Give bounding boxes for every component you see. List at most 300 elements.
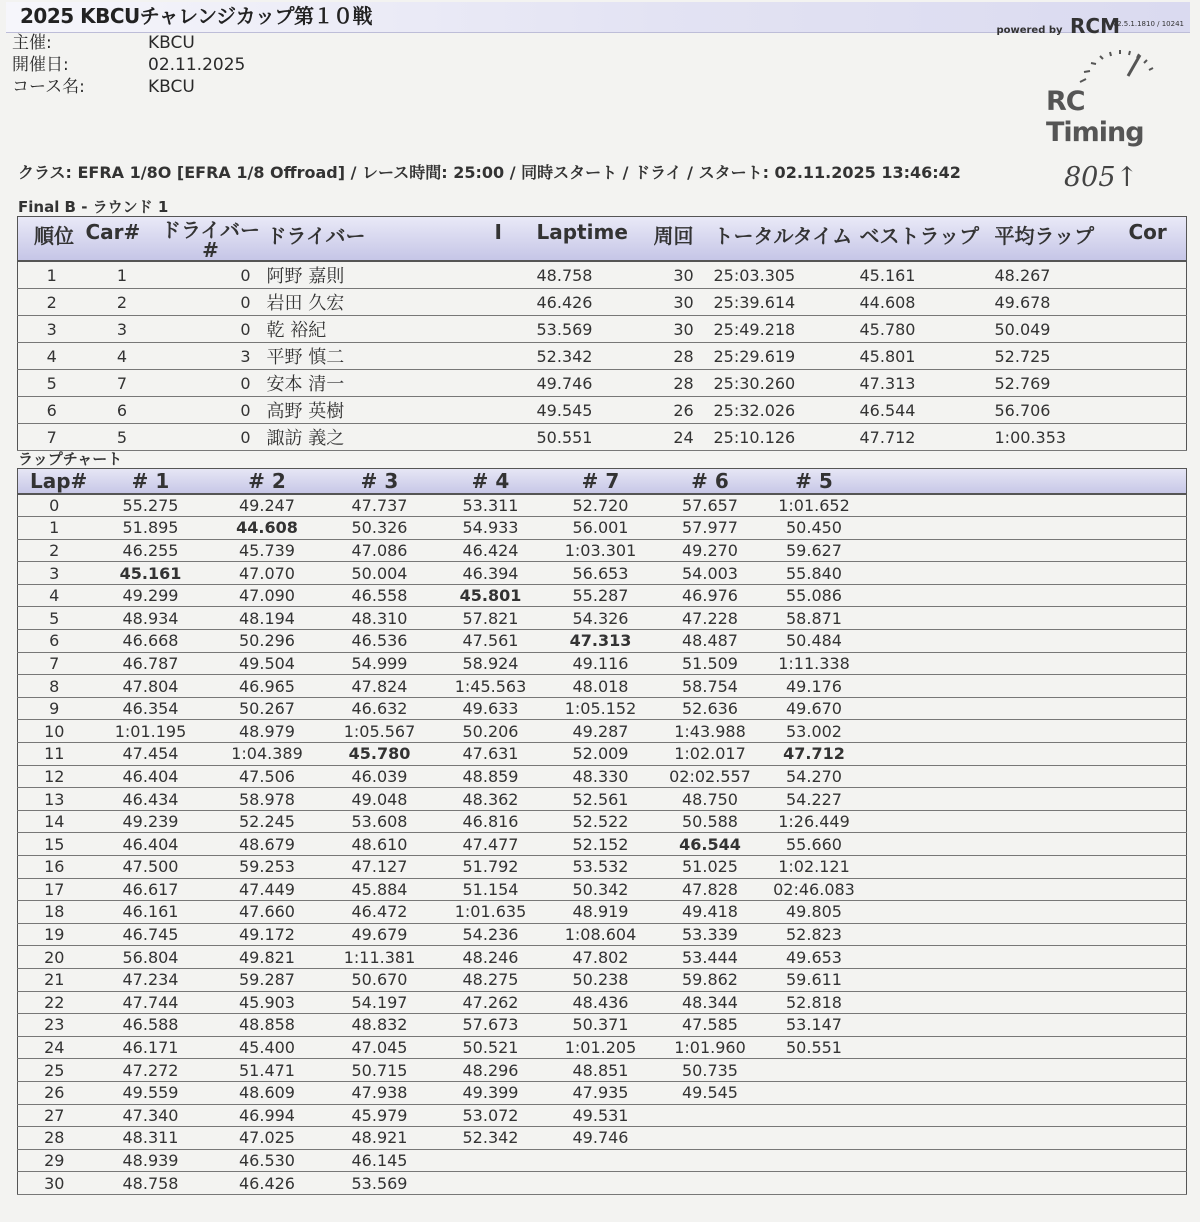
- cell-lap-time: 48.362: [462, 789, 519, 809]
- col-header-car: # 6: [656, 469, 765, 495]
- cell-lap-number: 0: [49, 496, 60, 516]
- cell-lap-number: 9: [49, 699, 60, 719]
- cell-lap-time: 55.287: [572, 586, 629, 606]
- cell-lap-time: 50.238: [572, 970, 629, 990]
- cell-lap-time: 48.311: [122, 1128, 179, 1148]
- cell-lap-number: 3: [49, 563, 60, 583]
- cell-lap-time: 48.436: [572, 992, 629, 1012]
- cell-lap-time: 50.670: [351, 970, 408, 990]
- cell-car: 6: [116, 400, 128, 420]
- cell-spacer: [864, 1127, 1187, 1150]
- cell-lap-time: 44.608: [236, 518, 298, 538]
- cell-lap-time: 56.804: [122, 947, 179, 967]
- lap-row: [18, 562, 1187, 585]
- cell-driver: 安本 清一: [266, 374, 345, 395]
- cell-driver-num: 0: [240, 427, 251, 447]
- cell-lap-time: 48.859: [462, 766, 519, 786]
- cell-lap-time: 50.326: [351, 518, 408, 538]
- col-header-driver: ドライバー: [263, 217, 489, 262]
- cell-lap-time: 53.444: [682, 947, 738, 967]
- cell-spacer: [864, 1059, 1187, 1082]
- cell-lap-time: 54.270: [786, 766, 842, 786]
- cell-lap-time: 46.354: [122, 699, 179, 719]
- cell-lap-time: 1:08.604: [564, 925, 637, 945]
- cell-avg: 52.769: [994, 373, 1051, 393]
- cell-spacer: [864, 630, 1187, 653]
- cell-lap-number: 10: [44, 721, 65, 741]
- rc-timing-logo: [1046, 46, 1186, 148]
- cell-lap-time: 47.585: [682, 1015, 738, 1035]
- lap-row: [18, 494, 1187, 517]
- cell-lap-time: 48.832: [351, 1015, 408, 1035]
- lapchart-header-row: [18, 469, 1187, 495]
- cell-lap-number: 6: [49, 631, 60, 651]
- cell-lap-time: 48.344: [682, 992, 738, 1012]
- cell-cor: [1129, 316, 1187, 343]
- cell-lap-time: 50.715: [351, 1060, 408, 1080]
- cell-lap-time: 46.544: [679, 834, 741, 854]
- cell-driver: 高野 英樹: [266, 401, 345, 422]
- cell-lap-time: [436, 1149, 546, 1172]
- lap-row: [18, 675, 1187, 698]
- cell-driver: 乾 裕紀: [266, 320, 327, 341]
- cell-lap-time: [765, 1104, 864, 1127]
- lap-row: [18, 946, 1187, 969]
- cell-i: [489, 397, 537, 424]
- cell-lap-time: 50.588: [682, 812, 738, 832]
- cell-lap-time: 52.818: [786, 992, 842, 1012]
- lap-row: [18, 991, 1187, 1014]
- cell-lap-time: 48.858: [239, 1015, 295, 1035]
- cell-best: 44.608: [859, 292, 916, 312]
- cell-lap-time: 47.737: [351, 496, 408, 516]
- col-header-best: ベストラップ: [860, 217, 995, 262]
- col-header-cor: Cor: [1129, 217, 1187, 262]
- lap-row: [18, 810, 1187, 833]
- cell-lap-time: 47.506: [239, 766, 295, 786]
- meta-value: KBCU: [148, 77, 195, 97]
- cell-car: 5: [116, 427, 128, 447]
- cell-lap-time: 48.758: [122, 1173, 179, 1193]
- cell-lap-time: 47.500: [122, 857, 179, 877]
- cell-lap-time: 53.002: [786, 721, 842, 741]
- cell-best: 47.712: [859, 427, 916, 447]
- lap-row: [18, 652, 1187, 675]
- cell-lap-time: 49.504: [239, 653, 295, 673]
- cell-lap-time: 53.339: [682, 925, 738, 945]
- cell-lap-number: 21: [44, 970, 65, 990]
- cell-lap-time: 47.712: [783, 744, 845, 764]
- cell-lap-number: 14: [44, 812, 65, 832]
- cell-i: [489, 289, 537, 316]
- cell-lap-time: 45.161: [119, 563, 182, 583]
- cell-spacer: [864, 901, 1187, 924]
- cell-avg: 48.267: [994, 265, 1051, 285]
- cell-lap-time: 47.025: [239, 1128, 295, 1148]
- cell-lap-number: 18: [44, 902, 65, 922]
- lap-row: [18, 1149, 1187, 1172]
- lap-row: [18, 901, 1187, 924]
- cell-lap-time: 57.657: [682, 496, 738, 516]
- cell-lap-time: 49.531: [572, 1105, 629, 1125]
- cell-total: 25:29.619: [713, 346, 796, 366]
- cell-lap-time: 49.679: [351, 925, 408, 945]
- lap-row: [18, 743, 1187, 766]
- cell-laps: 26: [673, 400, 694, 420]
- col-header-spacer: [864, 469, 1187, 495]
- lap-row: [18, 630, 1187, 653]
- cell-lap-number: 2: [49, 540, 60, 560]
- cell-lap-time: 55.840: [786, 563, 842, 583]
- cell-lap-time: 52.636: [682, 699, 738, 719]
- event-meta: [12, 32, 245, 98]
- cell-lap-time: 46.668: [122, 631, 179, 651]
- cell-lap-time: 48.939: [122, 1151, 179, 1171]
- cell-lap-time: 1:05.152: [564, 699, 637, 719]
- cell-spacer: [864, 946, 1187, 969]
- cell-driver-num: 0: [240, 292, 251, 312]
- cell-lap-time: 50.206: [462, 721, 519, 741]
- lap-row: [18, 517, 1187, 540]
- cell-lap-time: 48.246: [462, 947, 519, 967]
- meta-label: コース名:: [12, 77, 85, 97]
- cell-laptime: 50.551: [536, 427, 593, 447]
- cell-lap-number: 25: [44, 1060, 65, 1080]
- cell-spacer: [864, 652, 1187, 675]
- cell-lap-time: 49.270: [682, 540, 738, 560]
- cell-lap-time: 1:01.205: [564, 1038, 637, 1058]
- result-row: [18, 397, 1187, 424]
- lapchart-body: [18, 494, 1187, 1194]
- cell-spacer: [864, 1036, 1187, 1059]
- cell-lap-time: 52.561: [572, 789, 629, 809]
- cell-spacer: [864, 743, 1187, 766]
- cell-cor: [1129, 343, 1187, 370]
- report-title: 2025 KBCUチャレンジカップ第１０戦: [20, 4, 372, 28]
- cell-lap-time: [436, 1172, 546, 1195]
- cell-laptime: 48.758: [536, 265, 593, 285]
- cell-spacer: [864, 991, 1187, 1014]
- cell-lap-time: 1:05.567: [343, 721, 416, 741]
- cell-i: [489, 316, 537, 343]
- cell-laps: 28: [673, 346, 694, 366]
- cell-lap-time: 52.152: [572, 834, 629, 854]
- cell-lap-time: 49.247: [239, 496, 295, 516]
- cell-lap-time: 46.588: [122, 1015, 179, 1035]
- cell-car: 7: [116, 373, 128, 393]
- cell-lap-time: 57.977: [682, 518, 738, 538]
- cell-lap-time: 47.086: [351, 540, 408, 560]
- lap-row: [18, 1014, 1187, 1037]
- result-row: [18, 289, 1187, 316]
- cell-lap-time: 46.394: [462, 563, 519, 583]
- cell-lap-time: 52.720: [572, 496, 629, 516]
- cell-lap-time: 45.400: [239, 1038, 295, 1058]
- result-row: [18, 343, 1187, 370]
- cell-car: 3: [116, 319, 128, 339]
- cell-lap-time: 50.450: [786, 518, 842, 538]
- col-header-lap: Lap#: [18, 469, 91, 495]
- cell-laps: 28: [673, 373, 694, 393]
- col-header-car: # 7: [546, 469, 656, 495]
- cell-spacer: [864, 810, 1187, 833]
- cell-spacer: [864, 1081, 1187, 1104]
- cell-lap-time: 46.787: [122, 653, 179, 673]
- cell-lap-time: 51.792: [462, 857, 519, 877]
- cell-spacer: [864, 833, 1187, 856]
- cell-spacer: [864, 856, 1187, 879]
- cell-lap-time: 1:45.563: [454, 676, 527, 696]
- speedometer-icon: [1074, 46, 1158, 86]
- cell-lap-number: 30: [44, 1173, 65, 1193]
- results-header-row: [18, 217, 1187, 262]
- cell-lap-time: 50.004: [351, 563, 408, 583]
- cell-lap-number: 23: [44, 1015, 65, 1035]
- cell-lap-number: 17: [44, 879, 65, 899]
- cell-spacer: [864, 697, 1187, 720]
- cell-lap-number: 29: [44, 1151, 65, 1171]
- cell-lap-time: 58.978: [239, 789, 295, 809]
- cell-lap-time: 57.673: [462, 1015, 519, 1035]
- results-body: [18, 261, 1187, 451]
- cell-laps: 30: [673, 265, 694, 285]
- cell-driver: 阿野 嘉則: [266, 266, 345, 287]
- cell-lap-time: 54.326: [572, 608, 629, 628]
- cell-spacer: [864, 1172, 1187, 1195]
- cell-best: 47.313: [859, 373, 916, 393]
- cell-lap-time: 58.924: [462, 653, 519, 673]
- cell-avg: 50.049: [994, 319, 1051, 339]
- cell-spacer: [864, 788, 1187, 811]
- cell-lap-time: 1:02.121: [778, 857, 850, 877]
- cell-lap-time: 49.670: [786, 699, 842, 719]
- cell-lap-time: 48.679: [239, 834, 295, 854]
- brand-name: RCM: [1070, 14, 1120, 38]
- cell-cor: [1129, 261, 1187, 289]
- cell-driver-num: 0: [240, 319, 251, 339]
- cell-total: 25:30.260: [713, 373, 796, 393]
- col-header-car: # 5: [765, 469, 864, 495]
- lap-row: [18, 1059, 1187, 1082]
- cell-lap-number: 11: [44, 744, 65, 764]
- cell-lap-number: 13: [44, 789, 65, 809]
- cell-lap-time: 49.399: [462, 1083, 519, 1103]
- lap-row: [18, 539, 1187, 562]
- cell-lap-time: 56.001: [572, 518, 629, 538]
- cell-lap-time: 46.404: [122, 834, 179, 854]
- cell-lap-time: 48.487: [682, 631, 738, 651]
- cell-lap-time: 45.780: [348, 744, 411, 764]
- cell-lap-time: 49.559: [122, 1083, 179, 1103]
- cell-lap-time: 48.921: [351, 1128, 408, 1148]
- cell-pos: 2: [46, 292, 57, 312]
- cell-laps: 24: [673, 427, 694, 447]
- cell-lap-time: 48.018: [572, 676, 629, 696]
- cell-lap-time: 48.310: [351, 608, 408, 628]
- cell-lap-number: 15: [44, 834, 65, 854]
- cell-lap-time: 50.484: [786, 631, 842, 651]
- lap-row: [18, 1036, 1187, 1059]
- result-row: [18, 261, 1187, 289]
- cell-pos: 7: [46, 427, 57, 447]
- cell-lap-time: 47.935: [572, 1083, 629, 1103]
- cell-lap-time: 52.522: [572, 812, 629, 832]
- cell-lap-time: 54.933: [462, 518, 519, 538]
- cell-lap-time: 02:02.557: [669, 766, 751, 786]
- cell-i: [489, 370, 537, 397]
- cell-lap-number: 24: [44, 1038, 65, 1058]
- cell-lap-time: 47.477: [462, 834, 519, 854]
- cell-lap-time: 47.802: [572, 947, 629, 967]
- cell-lap-time: 54.236: [462, 925, 519, 945]
- cell-lap-time: 49.821: [239, 947, 295, 967]
- cell-lap-time: 47.340: [122, 1105, 179, 1125]
- cell-avg: 52.725: [994, 346, 1051, 366]
- cell-cor: [1129, 370, 1187, 397]
- cell-lap-time: [765, 1172, 864, 1195]
- lap-row: [18, 765, 1187, 788]
- cell-lap-time: 47.631: [462, 744, 519, 764]
- cell-lap-time: 52.342: [462, 1128, 519, 1148]
- cell-lap-time: 48.609: [239, 1083, 295, 1103]
- cell-lap-time: 51.509: [682, 653, 738, 673]
- cell-lap-time: 59.253: [239, 857, 295, 877]
- col-header-pos: 順位: [18, 217, 86, 262]
- cell-lap-time: 46.536: [351, 631, 408, 651]
- cell-lap-time: 47.828: [682, 879, 738, 899]
- cell-lap-time: 1:04.389: [231, 744, 303, 764]
- cell-best: 45.780: [859, 319, 916, 339]
- col-header-car: # 4: [436, 469, 546, 495]
- cell-lap-time: [546, 1149, 656, 1172]
- cell-lap-time: 49.746: [572, 1128, 629, 1148]
- cell-driver-num: 3: [240, 346, 251, 366]
- cell-total: 25:39.614: [713, 292, 796, 312]
- cell-lap-time: 1:11.338: [778, 653, 850, 673]
- cell-best: 45.161: [859, 265, 916, 285]
- cell-lap-time: 46.617: [122, 879, 179, 899]
- cell-lap-time: 45.739: [239, 540, 295, 560]
- cell-lap-time: 50.296: [239, 631, 295, 651]
- logo-text: RC Timing: [1046, 86, 1144, 148]
- cell-total: 25:10.126: [713, 427, 796, 447]
- cell-driver: 平野 慎二: [266, 347, 345, 368]
- cell-laps: 30: [673, 292, 694, 312]
- cell-cor: [1129, 397, 1187, 424]
- lap-row: [18, 1081, 1187, 1104]
- cell-lap-time: 49.287: [572, 721, 629, 741]
- cell-lap-time: 46.404: [122, 766, 179, 786]
- cell-avg: 56.706: [994, 400, 1051, 420]
- cell-total: 25:32.026: [713, 400, 796, 420]
- cell-lap-time: 48.275: [462, 970, 519, 990]
- cell-lap-time: 46.145: [351, 1151, 408, 1171]
- cell-lap-time: 1:26.449: [778, 812, 850, 832]
- cell-lap-time: 47.561: [462, 631, 519, 651]
- col-header-total: トータルタイム: [714, 217, 860, 262]
- col-header-avg: 平均ラップ: [995, 217, 1129, 262]
- cell-spacer: [864, 878, 1187, 901]
- cell-lap-time: 52.009: [572, 744, 629, 764]
- meta-row-course: [12, 76, 245, 98]
- cell-lap-time: 51.471: [239, 1060, 295, 1080]
- cell-lap-time: 46.558: [351, 586, 408, 606]
- cell-lap-time: 55.660: [786, 834, 842, 854]
- cell-driver-num: 0: [240, 400, 251, 420]
- cell-lap-time: [765, 1059, 864, 1082]
- cell-lap-time: 47.070: [239, 563, 295, 583]
- results-section-title: Final B - ラウンド 1: [18, 198, 169, 216]
- cell-avg: 1:00.353: [994, 427, 1067, 447]
- cell-lap-time: 50.342: [572, 879, 629, 899]
- cell-lap-time: 1:01.635: [454, 902, 527, 922]
- cell-lap-time: 1:01.960: [674, 1038, 746, 1058]
- powered-by: [996, 14, 1120, 38]
- cell-driver-num: 0: [240, 373, 251, 393]
- cell-lap-time: 49.299: [122, 586, 179, 606]
- cell-cor: [1129, 424, 1187, 451]
- cell-lap-time: [765, 1149, 864, 1172]
- cell-driver: 岩田 久宏: [266, 293, 345, 314]
- cell-lap-time: 48.934: [122, 608, 179, 628]
- cell-i: [489, 343, 537, 370]
- cell-lap-time: 48.296: [462, 1060, 519, 1080]
- cell-lap-time: 59.627: [786, 540, 842, 560]
- cell-lap-time: 1:02.017: [674, 744, 746, 764]
- cell-lap-time: 47.313: [569, 631, 632, 651]
- cell-lap-time: 50.521: [462, 1038, 519, 1058]
- handwritten-note: 805↑: [1064, 162, 1139, 193]
- cell-lap-time: 49.653: [786, 947, 842, 967]
- cell-lap-time: 02:46.083: [773, 879, 855, 899]
- cell-lap-time: 47.454: [122, 744, 179, 764]
- cell-lap-time: 48.330: [572, 766, 629, 786]
- cell-lap-time: 47.660: [239, 902, 295, 922]
- cell-lap-number: 27: [44, 1105, 65, 1125]
- lap-row: [18, 1127, 1187, 1150]
- meta-value: 02.11.2025: [148, 55, 246, 75]
- cell-pos: 3: [46, 319, 57, 339]
- cell-lap-time: 48.851: [572, 1060, 629, 1080]
- col-header-i: I: [489, 217, 537, 262]
- cell-avg: 49.678: [994, 292, 1051, 312]
- cell-lap-number: 5: [49, 608, 60, 628]
- cell-lap-time: 46.161: [122, 902, 179, 922]
- cell-lap-time: 46.434: [122, 789, 179, 809]
- cell-car: 4: [116, 346, 128, 366]
- cell-lap-time: 46.816: [462, 812, 519, 832]
- col-header-car: Car#: [86, 217, 159, 262]
- cell-lap-time: 49.633: [462, 699, 519, 719]
- cell-spacer: [864, 539, 1187, 562]
- cell-total: 25:03.305: [713, 265, 796, 285]
- cell-lap-time: 47.228: [682, 608, 738, 628]
- meta-value: KBCU: [148, 33, 195, 53]
- cell-lap-time: 45.903: [239, 992, 295, 1012]
- cell-lap-time: 45.979: [351, 1105, 408, 1125]
- cell-lap-time: 1:03.301: [564, 540, 637, 560]
- cell-lap-time: 47.938: [351, 1083, 408, 1103]
- cell-lap-time: 46.530: [239, 1151, 295, 1171]
- cell-lap-time: 50.551: [786, 1038, 842, 1058]
- lap-row: [18, 697, 1187, 720]
- cell-best: 46.544: [859, 400, 916, 420]
- cell-spacer: [864, 720, 1187, 743]
- cell-laps: 30: [673, 319, 694, 339]
- col-header-car: # 2: [211, 469, 324, 495]
- cell-lap-time: 48.979: [239, 721, 295, 741]
- cell-lap-time: 52.245: [239, 812, 295, 832]
